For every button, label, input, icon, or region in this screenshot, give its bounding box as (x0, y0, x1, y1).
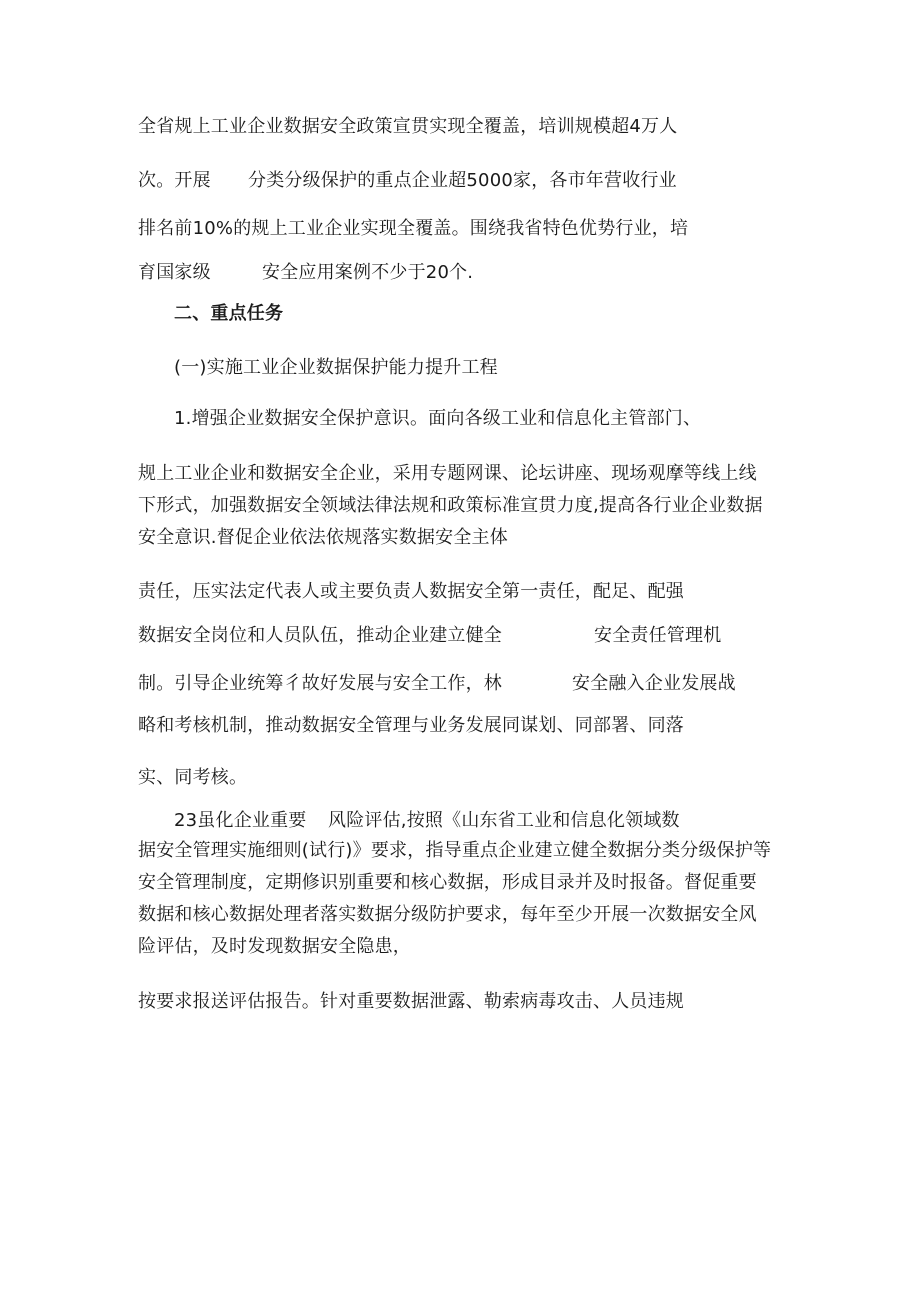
paragraph-line-3: 排名前10%的规上工业企业实现全覆盖。围绕我省特色优势行业，培 (138, 218, 689, 239)
line-2-start: 次。开展 (138, 170, 211, 191)
item-2-line-2: 据安全管理实施细则(试行)》要求，指导重点企业建立健全数据分类分级保护等 (138, 840, 772, 861)
line-10-end: 风险评估,按照《山东省工业和信息化领域数 (328, 810, 680, 831)
line-4-start: 育国家级 (138, 262, 211, 283)
paragraph-line-1: 全省规上工业企业数据安全政策宣贯实现全覆盖，培训规模超4万人 (138, 116, 678, 137)
item-1-line-5: 责任，压实法定代表人或主要负责人数据安全第一责任，配足、配强 (138, 581, 684, 602)
line-6-end: 安全责任管理机 (594, 625, 722, 646)
item-1-line-1: 1.增强企业数据安全保护意识。面向各级工业和信息化主管部门、 (174, 408, 702, 429)
item-2-line-4: 数据和核心数据处理者落实数据分级防护要求，每年至少开展一次数据安全风 (138, 904, 757, 925)
item-1-line-6 (138, 625, 738, 647)
section-heading: 二、重点任务 (174, 303, 284, 324)
line-2-end: 分类分级保护的重点企业超5000家，各市年营收行业 (248, 170, 677, 191)
subsection-heading: (一)实施工业企业数据保护能力提升工程 (174, 357, 498, 378)
paragraph-line-4 (138, 262, 658, 284)
line-7-end: 安全融入企业发展战 (572, 673, 736, 694)
item-1-line-9: 实、同考核。 (138, 767, 248, 788)
line-10-start: 23虽化企业重要 (174, 810, 307, 831)
paragraph-line-2 (138, 170, 698, 192)
item-2-line-3: 安全管理制度，定期修识别重要和核心数据，形成目录并及时报备。督促重要 (138, 872, 757, 893)
item-1-line-4: 安全意识.督促企业依法依规落实数据安全主体 (138, 527, 508, 548)
item-2-line-6: 按要求报送评估报告。针对重要数据泄露、勒索病毒攻击、人员违规 (138, 991, 684, 1012)
item-1-line-8: 略和考核机制，推动数据安全管理与业务发展同谋划、同部署、同落 (138, 715, 684, 736)
item-1-line-7 (138, 673, 748, 695)
item-2-line-5: 险评估，及时发现数据安全隐患， (138, 936, 411, 957)
item-1-line-2: 规上工业企业和数据安全企业，采用专题网课、论坛讲座、现场观摩等线上线 (138, 463, 757, 484)
item-1-line-3: 下形式，加强数据安全领域法律法规和政策标准宣贯力度,提高各行业企业数据 (138, 495, 763, 516)
line-4-end: 安全应用案例不少于20个. (262, 262, 474, 283)
line-6-start: 数据安全岗位和人员队伍，推动企业建立健全 (138, 625, 502, 646)
item-2-line-1 (174, 810, 734, 832)
line-7-start: 制。引导企业统筹彳故好发展与安全工作，林 (138, 673, 502, 694)
